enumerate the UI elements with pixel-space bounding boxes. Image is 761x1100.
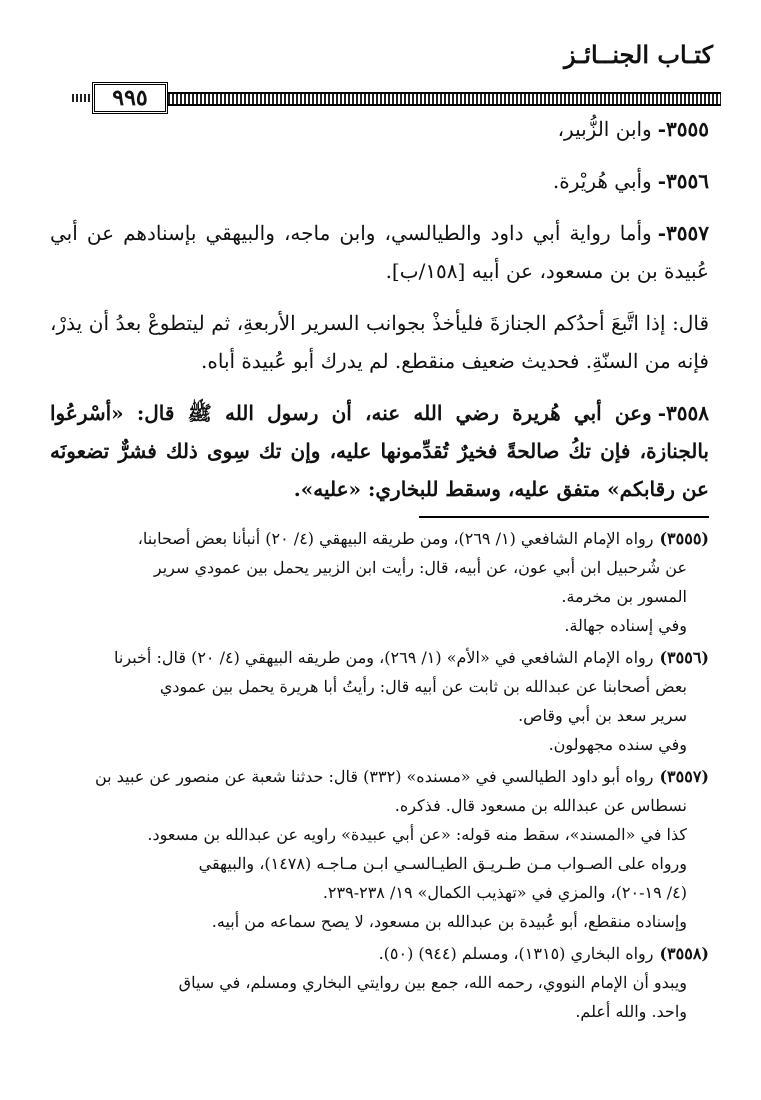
footnote-3556 [42, 643, 709, 759]
footnote-line [42, 762, 709, 791]
footnote-line: ورواه على الصـواب مـن طـريـق الطيـالسـي ابـن مـاجـه (١٤٧٨)، والبيهقي [198, 854, 687, 873]
footnote-text: رواه الإمام الشافعي في «الأم» (١/ ٢٦٩)، ومن طريقه البيهقي (٤/ ٢٠) قال: أخبرنا [114, 648, 654, 667]
hadith-entry-3557 [50, 214, 709, 290]
chapter-title: كتـاب الجنــائـز [563, 40, 713, 69]
footnote-line: نسطاس عن عبدالله بن مسعود قال. فذكره. [394, 796, 687, 815]
footnote-line: (٤/ ١٩-٢٠)، والمزي في «تهذيب الكمال» ١٩/ ٢٣٨-٢٣٩. [322, 883, 687, 902]
entry-text: وابن الزُّبير، [557, 117, 652, 141]
footnote-line: وإسناده منقطع، أبو عُبيدة بن عبدالله بن مسعود، لا يصح سماعه من أبيه. [211, 912, 687, 931]
footnote-line [42, 524, 709, 553]
hadith-entry-3558 [50, 394, 709, 508]
main-text [50, 110, 709, 522]
header-decorative-rule-left [72, 94, 94, 102]
footnote-line: واحد. والله أعلم. [575, 1002, 687, 1021]
footnote-3558 [42, 939, 709, 1026]
page-number: ٩٩٥ [92, 82, 168, 114]
footnote-line [42, 643, 709, 672]
footnote-text: رواه أبو داود الطيالسي في «مسنده» (٣٣٢) قال: حدثنا شعبة عن منصور عن عبيد بن [95, 767, 654, 786]
footnote-line: كذا في «المسند»، سقط منه قوله: «عن أبي عبيدة» راويه عن عبدالله بن مسعود. [147, 825, 687, 844]
entry-number: ٣٥٥٦- [657, 169, 709, 193]
footnote-line: بعض أصحابنا عن عبدالله بن ثابت عن أبيه قال: رأيتُ أبا هريرة يحمل بين عمودي [159, 677, 687, 696]
entry-number: ٣٥٥٧- [657, 221, 709, 245]
header-decorative-rule [168, 92, 721, 106]
footnote-divider [419, 516, 709, 518]
footnote-number: (٣٥٥٥) [659, 529, 709, 548]
footnote-line: وفي سنده مجهولون. [548, 735, 687, 754]
hadith-entry-3556 [50, 162, 709, 200]
footnote-text: رواه الإمام الشافعي (١/ ٢٦٩)، ومن طريقه البيهقي (٤/ ٢٠) أنبأنا بعض أصحابنا، [137, 529, 654, 548]
footnote-line: ويبدو أن الإمام النووي، رحمه الله، جمع بين روايتي البخاري ومسلم، في سياق [178, 973, 687, 992]
hadith-entry-3555 [50, 110, 709, 148]
footnote-number: (٣٥٥٧) [659, 767, 709, 786]
footnote-line: سرير سعد بن أبي وقاص. [518, 706, 687, 725]
footnote-line: عن شُرحبيل ابن أبي عون، عن أبيه، قال: رأيت ابن الزبير يحمل بين عمودي سرير [153, 558, 687, 577]
entry-text: قال: إذا اتَّبعَ أحدُكم الجنازةَ فليأخذْ بجوانب السرير الأربعةِ، ثم ليتطوعْ بعدُ أن يذرْ، فإنه من السنّةِ. فحديث ضعيف منقطع. لم يدرك أبو عُبيدة أباه. [50, 311, 709, 373]
entry-text: وأبي هُريْرة. [552, 169, 652, 193]
footnote-3557 [42, 762, 709, 936]
footnote-number: (٣٥٥٦) [659, 648, 709, 667]
footnote-line [42, 939, 709, 968]
footnote-3555 [42, 524, 709, 640]
entry-text: وأما رواية أبي داود والطيالسي، وابن ماجه، والبيهقي بإسنادهم عن أبي عُبيدة بن بن مسعود، عن أبيه [١٥٨/ب]. [50, 221, 709, 283]
footnote-text: رواه البخاري (١٣١٥)، ومسلم (٩٤٤) (٥٠). [378, 944, 654, 963]
entry-number: ٣٥٥٨- [657, 401, 709, 425]
footnote-line: المسور بن مخرمة. [561, 587, 687, 606]
entry-text: وعن أبي هُريرة رضي الله عنه، أن رسول الله ﷺ قال: «أسْرعُوا بالجنازة، فإن تكُ صالحةً فخيرٌ تُقدِّمونها عليه، وإن تك سِوى ذلك فشرٌّ تضعونَه عن رقابكم» متفق عليه، وسقط للبخاري: «عليه». [50, 401, 709, 501]
footnotes [42, 524, 709, 1029]
footnote-line: وفي إسناده جهالة. [564, 616, 687, 635]
hadith-entry-3557-continuation [50, 304, 709, 380]
entry-number: ٣٥٥٥- [657, 117, 709, 141]
footnote-number: (٣٥٥٨) [659, 944, 709, 963]
